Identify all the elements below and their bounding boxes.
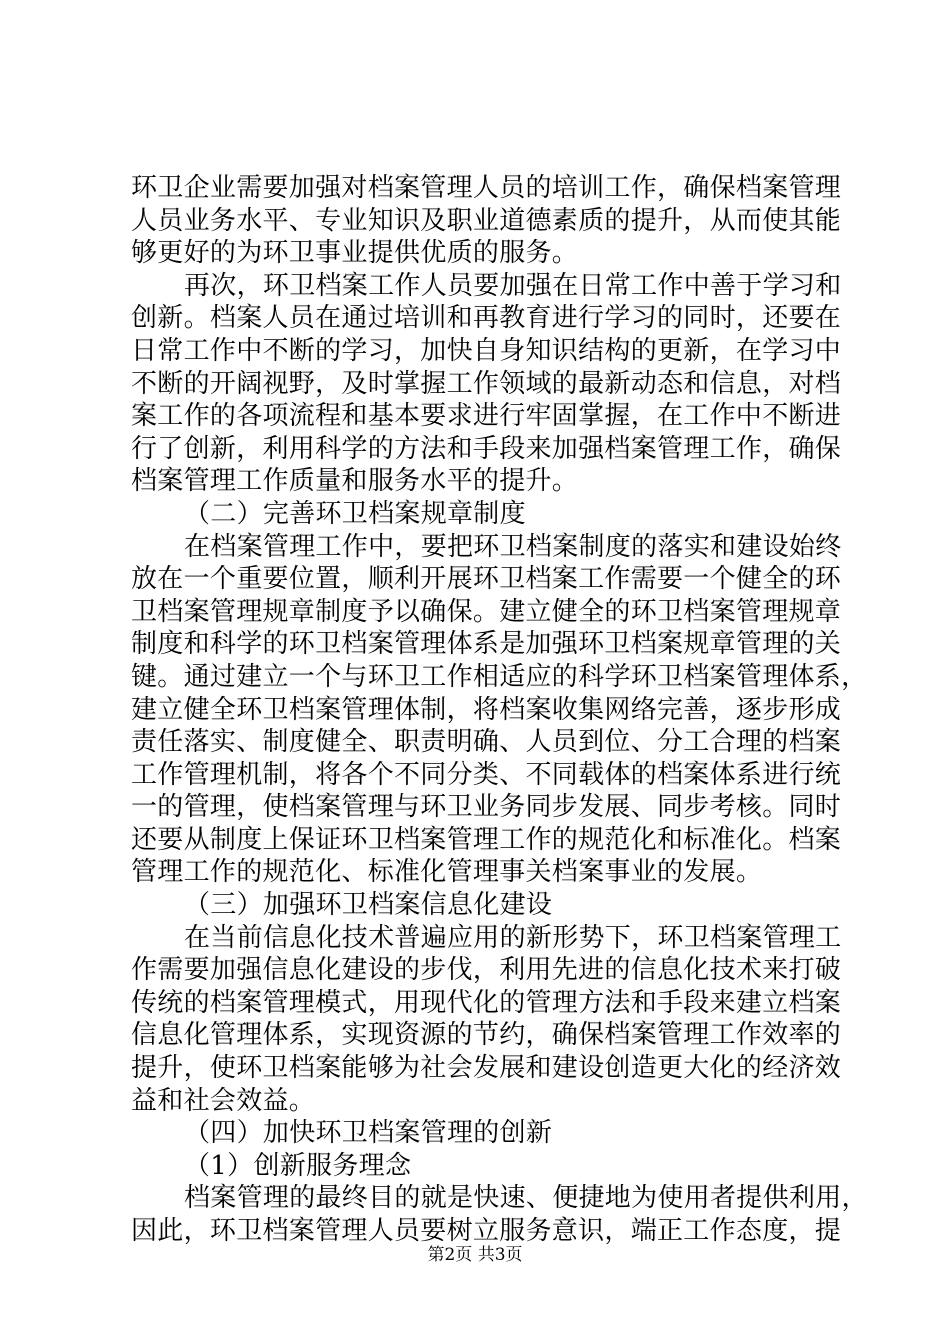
paragraph-line: 工作管理机制，将各个不同分类、不同载体的档案体系进行统 bbox=[131, 759, 842, 790]
page-footer: 第2页 共3页 bbox=[427, 1245, 523, 1265]
paragraph-line: 制度和科学的环卫档案管理体系是加强环卫档案规章管理的关 bbox=[131, 629, 842, 660]
paragraph-line: 够更好的为环卫事业提供优质的服务。 bbox=[131, 238, 579, 269]
paragraph-line: 还要从制度上保证环卫档案管理工作的规范化和标准化。档案 bbox=[131, 824, 842, 855]
paragraph-line: 一的管理，使档案管理与环卫业务同步发展、同步考核。同时 bbox=[131, 792, 842, 823]
paragraph-line: 再次，环卫档案工作人员要加强在日常工作中善于学习和 bbox=[184, 270, 842, 301]
paragraph-line: 建立健全环卫档案管理体制，将档案收集网络完善，逐步形成 bbox=[131, 694, 842, 725]
paragraph-line: 档案管理工作质量和服务水平的提升。 bbox=[131, 466, 579, 497]
paragraph-line: 不断的开阔视野，及时掌握工作领域的最新动态和信息，对档 bbox=[131, 368, 842, 399]
paragraph-line: 管理工作的规范化、标准化管理事关档案事业的发展。 bbox=[131, 857, 763, 888]
paragraph-line: 信息化管理体系，实现资源的节约，确保档案管理工作效率的 bbox=[131, 1020, 842, 1051]
paragraph-line: 作需要加强信息化建设的步伐，利用先进的信息化技术来打破 bbox=[131, 955, 842, 986]
paragraph-line: 卫档案管理规章制度予以确保。建立健全的环卫档案管理规章 bbox=[131, 596, 842, 627]
document-body bbox=[131, 172, 868, 1248]
paragraph-line: 键。通过建立一个与环卫工作相适应的科学环卫档案管理体系， bbox=[131, 661, 868, 692]
paragraph-line: 在档案管理工作中，要把环卫档案制度的落实和建设始终 bbox=[184, 531, 842, 562]
paragraph-line: 责任落实、制度健全、职责明确、人员到位、分工合理的档案 bbox=[131, 727, 842, 758]
section-heading: （四）加快环卫档案管理的创新 bbox=[184, 1118, 553, 1149]
paragraph-line: 环卫企业需要加强对档案管理人员的培训工作，确保档案管理 bbox=[131, 173, 842, 203]
paragraph-line: 档案管理的最终目的就是快速、便捷地为使用者提供利用， bbox=[184, 1183, 868, 1214]
section-heading: （1）创新服务理念 bbox=[184, 1150, 412, 1181]
paragraph-line: 在当前信息化技术普遍应用的新形势下，环卫档案管理工 bbox=[184, 922, 842, 953]
paragraph-line: 放在一个重要位置，顺利开展环卫档案工作需要一个健全的环 bbox=[131, 564, 842, 595]
paragraph-line: 案工作的各项流程和基本要求进行牢固掌握，在工作中不断进 bbox=[131, 401, 842, 432]
section-heading: （三）加强环卫档案信息化建设 bbox=[184, 890, 553, 921]
paragraph-line: 因此，环卫档案管理人员要树立服务意识，端正工作态度，提 bbox=[131, 1216, 842, 1246]
paragraph-line: 益和社会效益。 bbox=[131, 1085, 316, 1116]
paragraph-line: 提升，使环卫档案能够为社会发展和建设创造更大化的经济效 bbox=[131, 1053, 842, 1084]
section-heading: （二）完善环卫档案规章制度 bbox=[184, 498, 526, 529]
paragraph-line: 传统的档案管理模式，用现代化的管理方法和手段来建立档案 bbox=[131, 987, 842, 1018]
paragraph-line: 创新。档案人员在通过培训和再教育进行学习的同时，还要在 bbox=[131, 303, 842, 334]
paragraph-line: 行了创新，利用科学的方法和手段来加强档案管理工作，确保 bbox=[131, 433, 842, 464]
paragraph-line: 日常工作中不断的学习，加快自身知识结构的更新，在学习中 bbox=[131, 335, 842, 366]
paragraph-line: 人员业务水平、专业知识及职业道德素质的提升，从而使其能 bbox=[131, 205, 842, 236]
